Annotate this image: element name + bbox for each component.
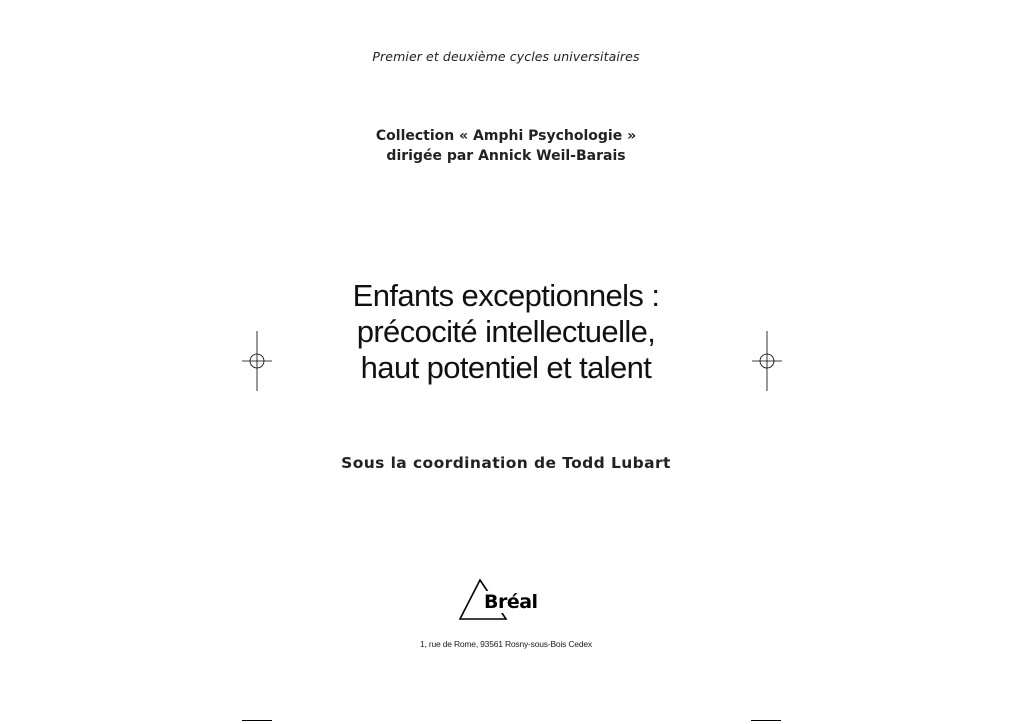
title-line-3: haut potentiel et talent: [360, 350, 652, 385]
crosshair-registration-icon: [242, 331, 272, 391]
title-line-1: Enfants exceptionnels :: [352, 278, 660, 313]
collection-info: [0, 126, 1012, 166]
trim-mark-right: [751, 720, 781, 721]
crosshair-registration-icon: [752, 331, 782, 391]
series-kicker: Premier et deuxième cycles universitaires: [372, 49, 640, 64]
publisher-address: 1, rue de Rome, 93561 Rosny-sous-Bois Cedex: [420, 639, 592, 649]
book-title: [0, 278, 1012, 386]
collection-director-line: dirigée par Annick Weil-Barais: [386, 148, 626, 164]
publisher-logo: [458, 578, 554, 624]
coordination-credit: Sous la coordination de Todd Lubart: [341, 454, 671, 472]
title-line-2: précocité intellectuelle,: [356, 314, 656, 349]
trim-mark-left: [242, 720, 272, 721]
collection-line: Collection « Amphi Psychologie »: [375, 128, 637, 144]
publisher-logo-text: Bréal: [484, 591, 538, 613]
